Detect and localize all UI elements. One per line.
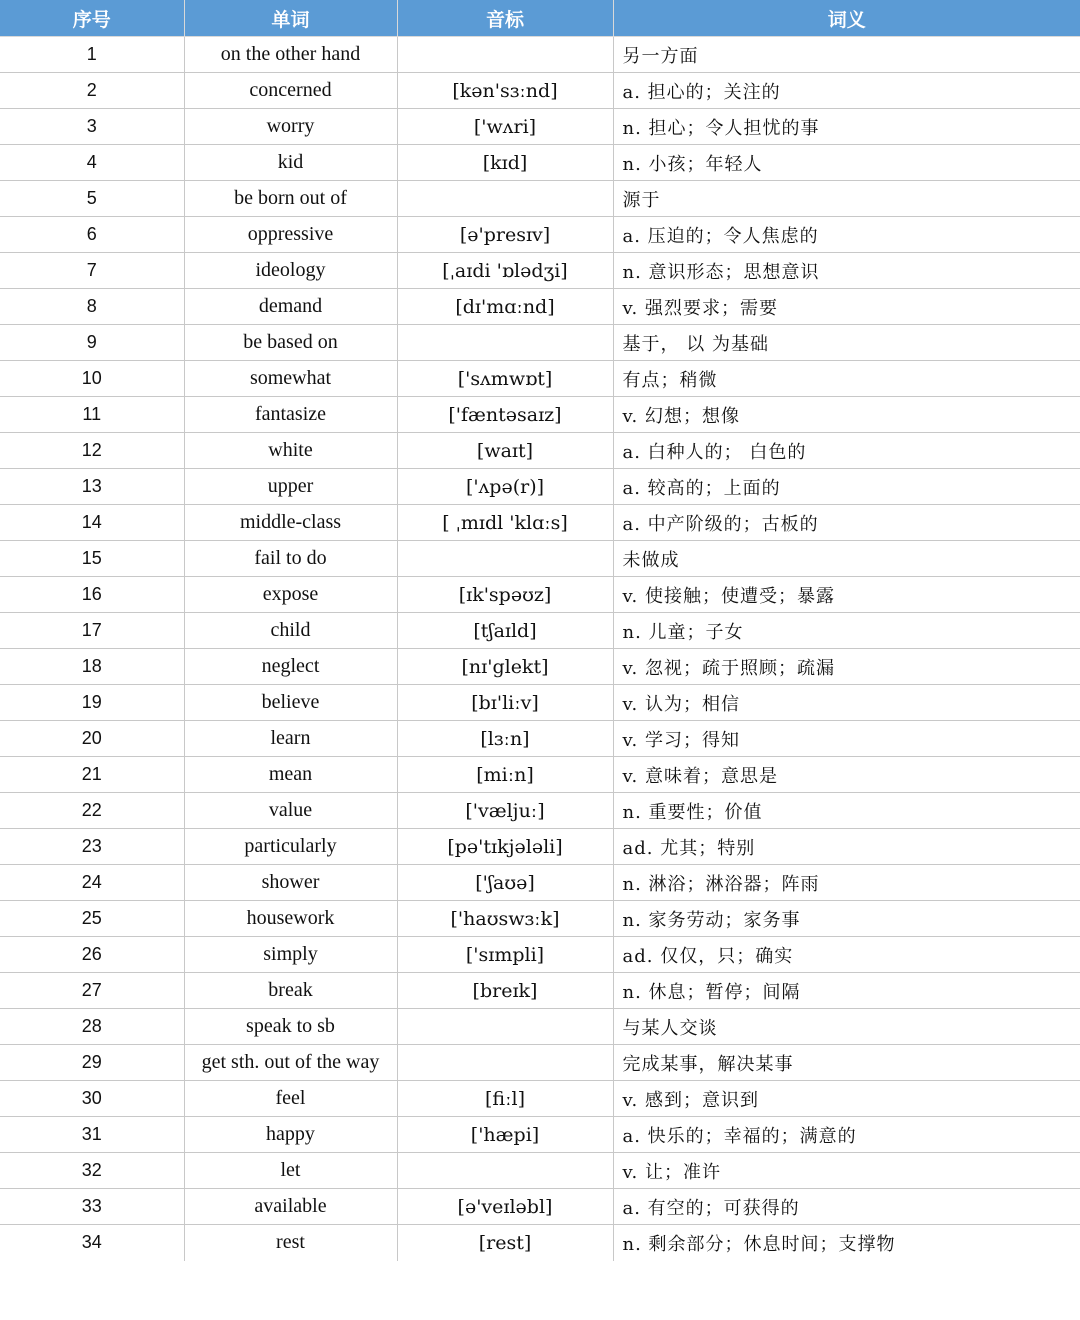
row-word: oppressive <box>184 217 397 253</box>
table-row <box>0 253 1080 289</box>
table-row <box>0 433 1080 469</box>
table-row <box>0 289 1080 325</box>
row-meaning: a. 担心的；关注的 <box>613 73 1080 109</box>
row-meaning: v. 意味着；意思是 <box>613 757 1080 793</box>
row-phonetic: [ə'veɪləbl] <box>397 1189 613 1225</box>
row-meaning: v. 强烈要求；需要 <box>613 289 1080 325</box>
row-number: 23 <box>0 829 184 865</box>
row-number: 30 <box>0 1081 184 1117</box>
row-word: worry <box>184 109 397 145</box>
row-phonetic: ['sɪmpli] <box>397 937 613 973</box>
table-body <box>0 37 1080 1261</box>
table-row <box>0 685 1080 721</box>
row-number: 28 <box>0 1009 184 1045</box>
row-word: learn <box>184 721 397 757</box>
row-meaning: 未做成 <box>613 541 1080 577</box>
table-row <box>0 901 1080 937</box>
table-row <box>0 577 1080 613</box>
row-phonetic: ['sʌmwɒt] <box>397 361 613 397</box>
row-number: 13 <box>0 469 184 505</box>
table-row <box>0 181 1080 217</box>
row-word: rest <box>184 1225 397 1261</box>
row-number: 21 <box>0 757 184 793</box>
row-meaning: a. 有空的；可获得的 <box>613 1189 1080 1225</box>
row-meaning: 与某人交谈 <box>613 1009 1080 1045</box>
row-word: ideology <box>184 253 397 289</box>
row-number: 11 <box>0 397 184 433</box>
row-word: upper <box>184 469 397 505</box>
row-number: 34 <box>0 1225 184 1261</box>
row-word: feel <box>184 1081 397 1117</box>
row-word: demand <box>184 289 397 325</box>
row-phonetic: ['ʌpə(r)] <box>397 469 613 505</box>
table-row <box>0 217 1080 253</box>
row-word: kid <box>184 145 397 181</box>
row-number: 32 <box>0 1153 184 1189</box>
row-phonetic: [miːn] <box>397 757 613 793</box>
row-word: somewhat <box>184 361 397 397</box>
table-row <box>0 361 1080 397</box>
row-number: 29 <box>0 1045 184 1081</box>
table-row <box>0 757 1080 793</box>
row-meaning: v. 忽视；疏于照顾；疏漏 <box>613 649 1080 685</box>
row-meaning: v. 使接触；使遭受；暴露 <box>613 577 1080 613</box>
row-number: 3 <box>0 109 184 145</box>
row-phonetic <box>397 1045 613 1081</box>
table-row <box>0 325 1080 361</box>
row-number: 12 <box>0 433 184 469</box>
row-word: white <box>184 433 397 469</box>
row-number: 5 <box>0 181 184 217</box>
table-header <box>0 0 1080 37</box>
row-number: 16 <box>0 577 184 613</box>
row-number: 31 <box>0 1117 184 1153</box>
row-word: mean <box>184 757 397 793</box>
row-meaning: 完成某事，解决某事 <box>613 1045 1080 1081</box>
header-meaning: 词义 <box>613 0 1080 37</box>
row-meaning: v. 幻想；想像 <box>613 397 1080 433</box>
table-row <box>0 1045 1080 1081</box>
row-word: shower <box>184 865 397 901</box>
row-meaning: v. 让；准许 <box>613 1153 1080 1189</box>
row-phonetic <box>397 541 613 577</box>
row-meaning: n. 休息；暂停；间隔 <box>613 973 1080 1009</box>
row-phonetic: ['væljuː] <box>397 793 613 829</box>
row-word: be born out of <box>184 181 397 217</box>
row-phonetic: ['hæpi] <box>397 1117 613 1153</box>
row-meaning: n. 淋浴；淋浴器；阵雨 <box>613 865 1080 901</box>
row-phonetic: [fiːl] <box>397 1081 613 1117</box>
row-word: value <box>184 793 397 829</box>
table-row <box>0 505 1080 541</box>
row-phonetic: [ə'presɪv] <box>397 217 613 253</box>
row-number: 7 <box>0 253 184 289</box>
table-row <box>0 613 1080 649</box>
row-phonetic <box>397 1009 613 1045</box>
header-phonetic: 音标 <box>397 0 613 37</box>
row-word: get sth. out of the way <box>184 1045 397 1081</box>
row-meaning: n. 儿童；子女 <box>613 613 1080 649</box>
row-number: 25 <box>0 901 184 937</box>
header-number: 序号 <box>0 0 184 37</box>
table-row <box>0 109 1080 145</box>
row-meaning: ad. 仅仅，只；确实 <box>613 937 1080 973</box>
row-meaning: a. 中产阶级的；古板的 <box>613 505 1080 541</box>
row-word: let <box>184 1153 397 1189</box>
table-row <box>0 1225 1080 1261</box>
row-phonetic: [bɪ'liːv] <box>397 685 613 721</box>
row-meaning: n. 剩余部分；休息时间；支撑物 <box>613 1225 1080 1261</box>
row-meaning: 基于， 以 为基础 <box>613 325 1080 361</box>
row-phonetic: ['wʌri] <box>397 109 613 145</box>
row-word: fail to do <box>184 541 397 577</box>
table-row <box>0 1117 1080 1153</box>
table-row <box>0 829 1080 865</box>
table-row <box>0 145 1080 181</box>
row-meaning: v. 感到；意识到 <box>613 1081 1080 1117</box>
row-phonetic: [ ˌmɪdl 'klɑːs] <box>397 505 613 541</box>
row-meaning: 另一方面 <box>613 37 1080 73</box>
row-phonetic <box>397 181 613 217</box>
row-phonetic <box>397 1153 613 1189</box>
row-word: housework <box>184 901 397 937</box>
row-meaning: v. 认为；相信 <box>613 685 1080 721</box>
row-phonetic: [tʃaɪld] <box>397 613 613 649</box>
row-word: break <box>184 973 397 1009</box>
row-number: 20 <box>0 721 184 757</box>
row-number: 18 <box>0 649 184 685</box>
row-word: particularly <box>184 829 397 865</box>
row-phonetic: ['fæntəsaɪz] <box>397 397 613 433</box>
row-meaning: n. 小孩；年轻人 <box>613 145 1080 181</box>
row-word: expose <box>184 577 397 613</box>
row-meaning: 源于 <box>613 181 1080 217</box>
row-number: 22 <box>0 793 184 829</box>
row-phonetic <box>397 37 613 73</box>
row-meaning: n. 担心；令人担忧的事 <box>613 109 1080 145</box>
table-row <box>0 973 1080 1009</box>
row-number: 24 <box>0 865 184 901</box>
table-row <box>0 1009 1080 1045</box>
row-number: 4 <box>0 145 184 181</box>
row-meaning: a. 快乐的；幸福的；满意的 <box>613 1117 1080 1153</box>
row-number: 9 <box>0 325 184 361</box>
header-row <box>0 0 1080 37</box>
row-number: 27 <box>0 973 184 1009</box>
row-number: 19 <box>0 685 184 721</box>
table-row <box>0 1189 1080 1225</box>
row-word: be based on <box>184 325 397 361</box>
row-meaning: a. 较高的；上面的 <box>613 469 1080 505</box>
row-phonetic: [lɜːn] <box>397 721 613 757</box>
row-number: 2 <box>0 73 184 109</box>
row-meaning: n. 意识形态；思想意识 <box>613 253 1080 289</box>
row-meaning: 有点；稍微 <box>613 361 1080 397</box>
row-phonetic: [rest] <box>397 1225 613 1261</box>
row-word: available <box>184 1189 397 1225</box>
row-phonetic: [breɪk] <box>397 973 613 1009</box>
row-phonetic <box>397 325 613 361</box>
row-phonetic: [waɪt] <box>397 433 613 469</box>
row-phonetic: [ˌaɪdi 'ɒlədʒi] <box>397 253 613 289</box>
table-row <box>0 937 1080 973</box>
row-number: 6 <box>0 217 184 253</box>
table-row <box>0 397 1080 433</box>
row-phonetic: [dɪ'mɑːnd] <box>397 289 613 325</box>
table-row <box>0 865 1080 901</box>
row-word: middle-class <box>184 505 397 541</box>
row-phonetic: [kən'sɜːnd] <box>397 73 613 109</box>
row-meaning: a. 压迫的；令人焦虑的 <box>613 217 1080 253</box>
row-number: 14 <box>0 505 184 541</box>
row-word: neglect <box>184 649 397 685</box>
table-row <box>0 1081 1080 1117</box>
table-row <box>0 1153 1080 1189</box>
row-word: concerned <box>184 73 397 109</box>
row-word: believe <box>184 685 397 721</box>
row-number: 15 <box>0 541 184 577</box>
row-number: 10 <box>0 361 184 397</box>
table-row <box>0 541 1080 577</box>
row-word: happy <box>184 1117 397 1153</box>
row-word: simply <box>184 937 397 973</box>
row-meaning: v. 学习；得知 <box>613 721 1080 757</box>
row-phonetic: [kɪd] <box>397 145 613 181</box>
table-row <box>0 37 1080 73</box>
row-word: child <box>184 613 397 649</box>
row-phonetic: [ɪk'spəʊz] <box>397 577 613 613</box>
row-phonetic: [pə'tɪkjələli] <box>397 829 613 865</box>
row-word: fantasize <box>184 397 397 433</box>
row-meaning: n. 家务劳动；家务事 <box>613 901 1080 937</box>
row-phonetic: [nɪ'glekt] <box>397 649 613 685</box>
row-meaning: n. 重要性；价值 <box>613 793 1080 829</box>
row-phonetic: ['haʊswɜːk] <box>397 901 613 937</box>
row-number: 33 <box>0 1189 184 1225</box>
row-number: 8 <box>0 289 184 325</box>
row-meaning: ad. 尤其；特别 <box>613 829 1080 865</box>
table-row <box>0 721 1080 757</box>
header-word: 单词 <box>184 0 397 37</box>
table-row <box>0 73 1080 109</box>
table-row <box>0 793 1080 829</box>
table-row <box>0 649 1080 685</box>
row-number: 1 <box>0 37 184 73</box>
row-number: 17 <box>0 613 184 649</box>
row-phonetic: ['ʃaʊə] <box>397 865 613 901</box>
row-meaning: a. 白种人的； 白色的 <box>613 433 1080 469</box>
row-word: on the other hand <box>184 37 397 73</box>
table-row <box>0 469 1080 505</box>
row-word: speak to sb <box>184 1009 397 1045</box>
row-number: 26 <box>0 937 184 973</box>
